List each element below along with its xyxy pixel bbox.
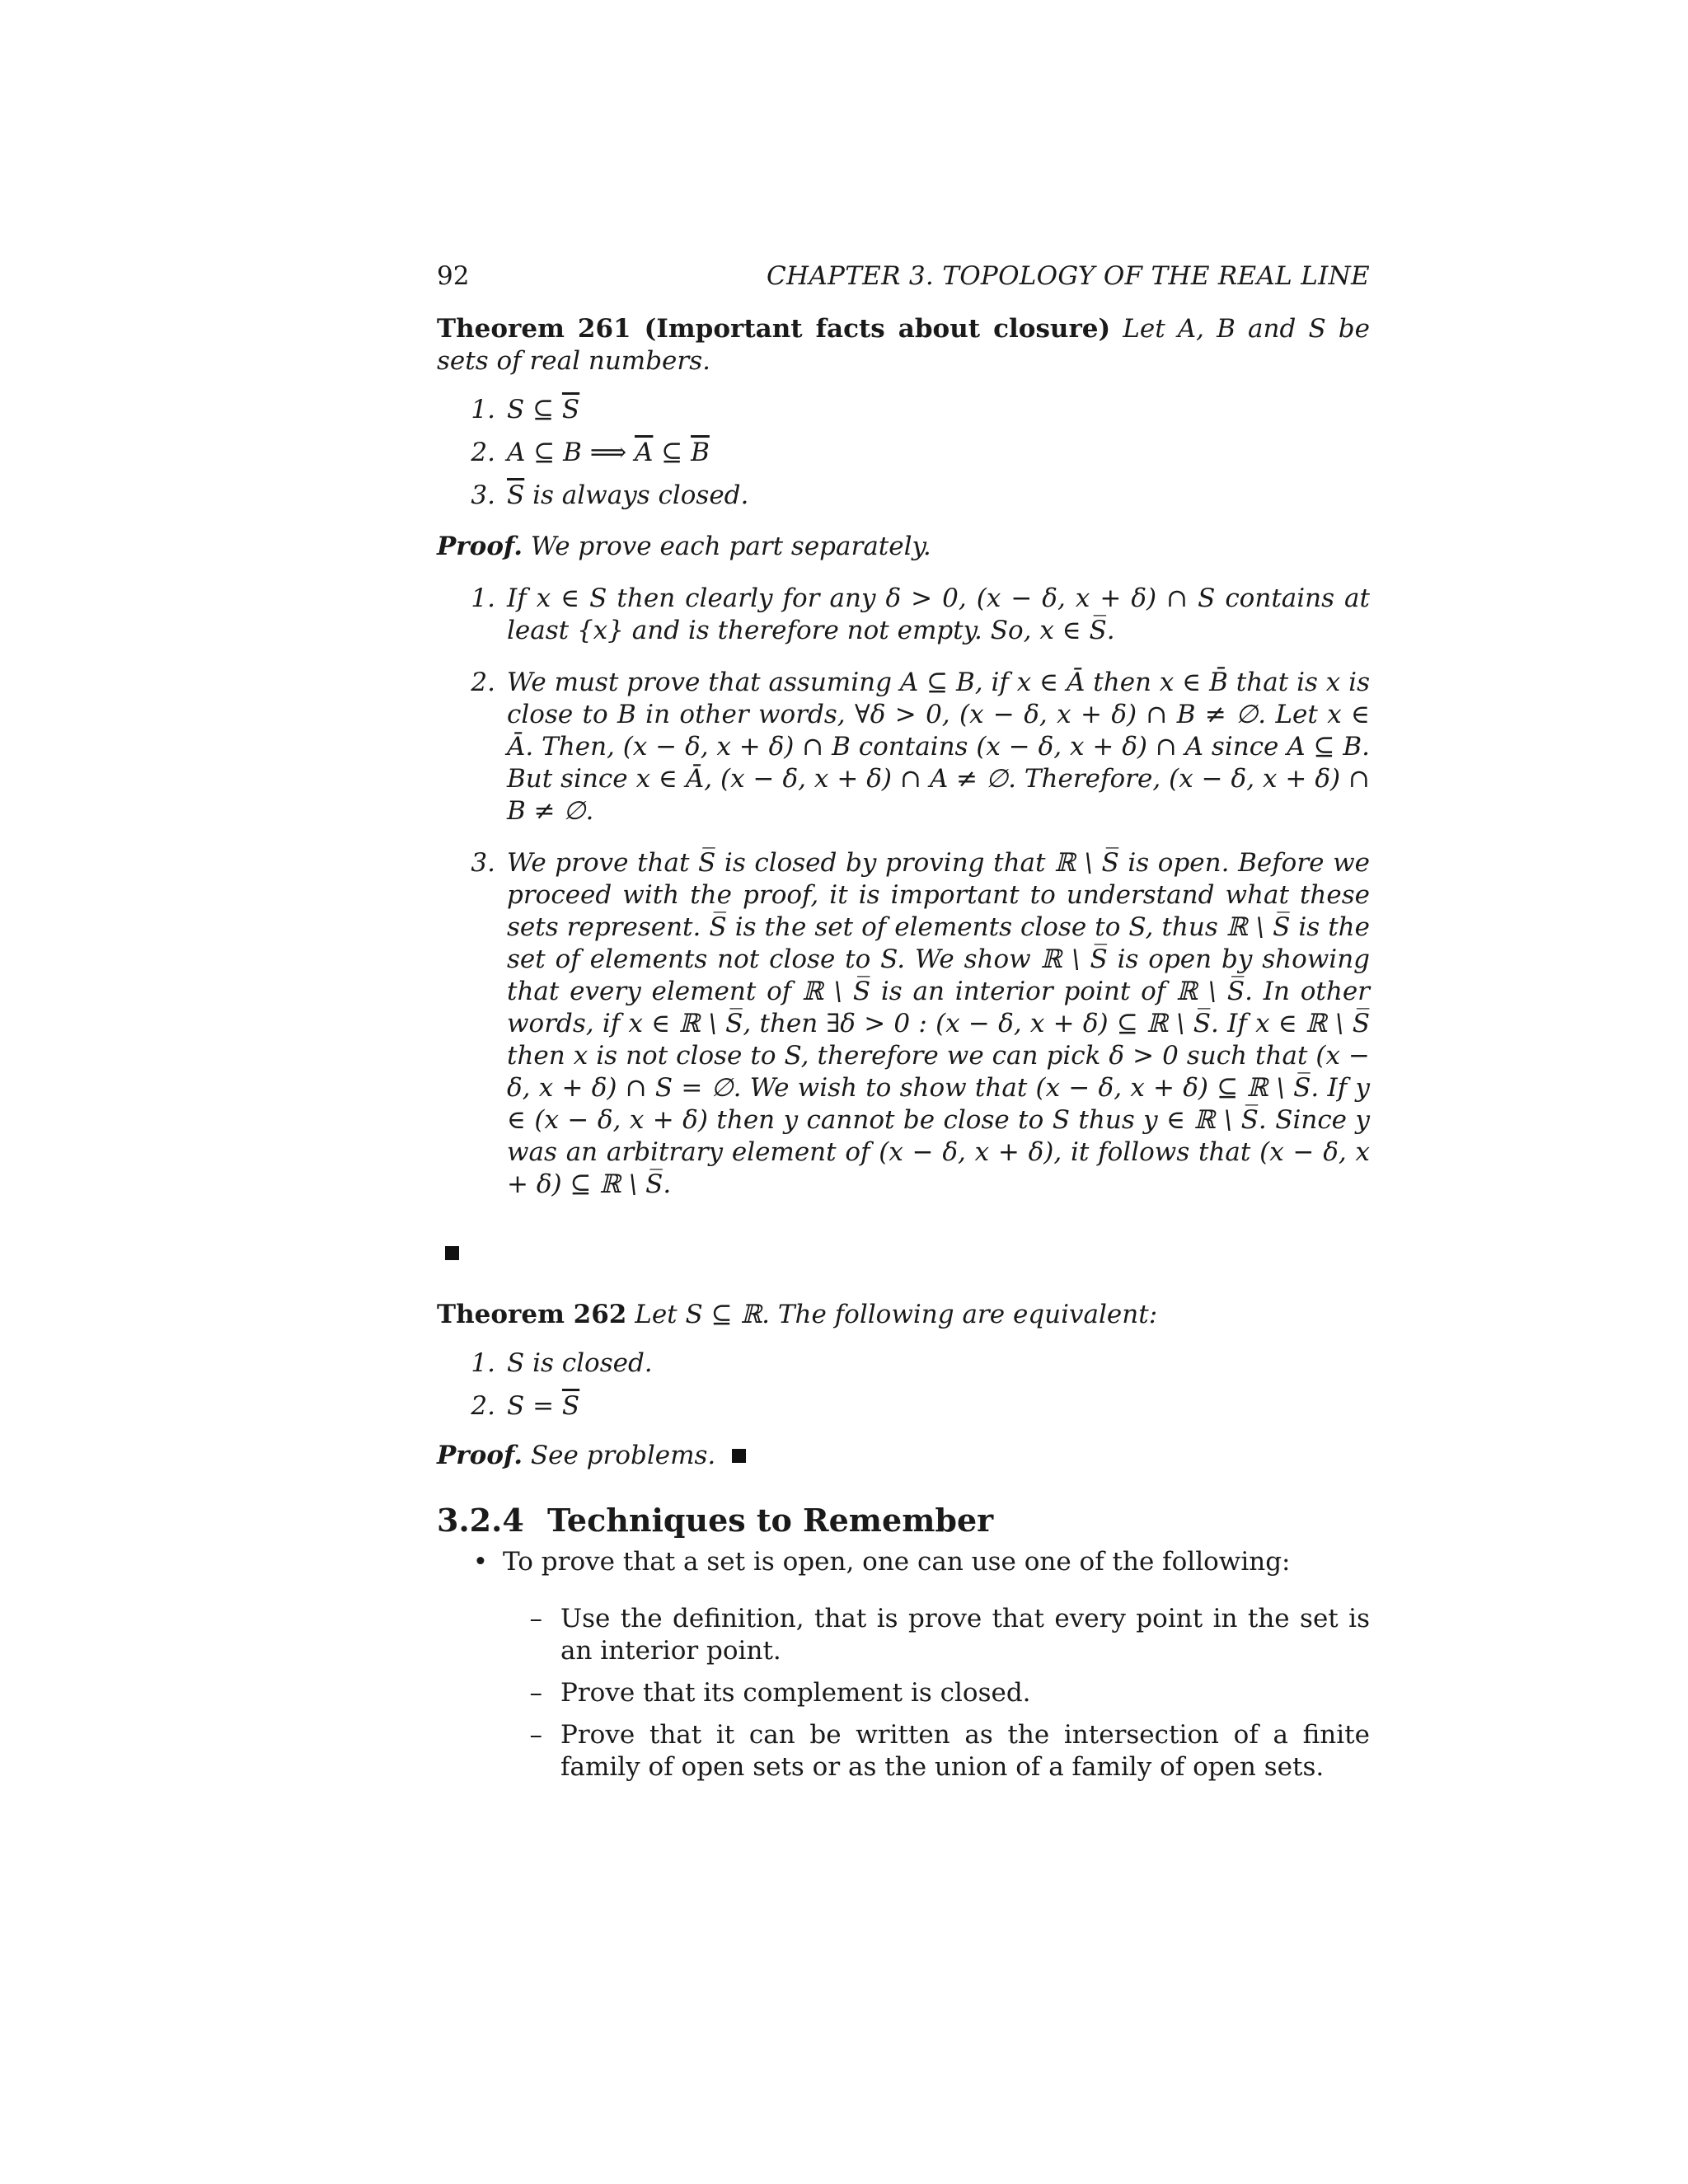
qed-square-icon (732, 1449, 746, 1463)
theorem-262-item-1: 1. S is closed. (471, 1348, 653, 1378)
section-title: Techniques to Remember (547, 1502, 994, 1539)
proof-261-qed (437, 1237, 1370, 1269)
bullet-icon: • (472, 1547, 488, 1577)
section-number: 3.2.4 (437, 1502, 524, 1539)
chapter-title: CHAPTER 3. TOPOLOGY OF THE REAL LINE (767, 261, 1370, 291)
section-heading (437, 1502, 1370, 1540)
proof-262: Proof. See problems. (437, 1440, 1370, 1472)
dash-icon: – (529, 1604, 542, 1633)
theorem-262-heading: Theorem 262 (437, 1300, 627, 1329)
qed-square-icon (445, 1246, 459, 1260)
theorem-261-intro: Let A, B and S be sets of real numbers. (437, 314, 1370, 376)
page-number: 92 (437, 261, 470, 291)
proof-261: Proof. We prove each part separately. (437, 532, 931, 561)
dash-icon: – (529, 1720, 542, 1750)
technique-option-2: – Prove that its complement is closed. (437, 1677, 1370, 1709)
technique-bullet: • To prove that a set is open, one can use one of the following: (437, 1546, 1370, 1578)
theorem-262: Theorem 262 Let S ⊆ ℝ. The following are equivalent: (437, 1300, 1158, 1329)
theorem-261-item-3: 3. $\overline{S}$ is always closed. (471, 480, 749, 510)
page (437, 260, 1370, 1783)
proof-261-part-2: 2. We must prove that assuming A ⊆ B, if x ∈ Ā then x ∈ B̄ that is x is close to B in other words, ∀δ > 0, (x − δ, x + δ) ∩ B ≠ ∅. Let x ∈ Ā. Then, (x − δ, x + δ) ∩ B contains (x − δ, x + δ) ∩ A since A ⊆ B. But since x ∈ Ā, (x − δ, x + δ) ∩ A ≠ ∅. Therefore, (x − δ, x + δ) ∩ B ≠ ∅. (471, 668, 1370, 826)
proof-label: Proof. (437, 1441, 523, 1470)
technique-option-3: – Prove that it can be written as the intersection of a finite family of open sets or as the union of a family of open sets. (437, 1719, 1370, 1783)
proof-261-part-3: 3. We prove that S̅ is closed by proving that ℝ \ S̅ is open. Before we proceed with the proof, it is important to understand what these sets represent. S̅ is the set of elements close to S, thus ℝ \ S̅ is the set of elements not close to S. We show ℝ \ S̅ is open by showing that every element of ℝ \ S̅ is an interior point of ℝ \ S̅. In other words, if x ∈ ℝ \ S̅, then ∃δ > 0 : (x − δ, x + δ) ⊆ ℝ \ S̅. If x ∈ ℝ \ S̅ then x is not close to S, therefore we can pick δ > 0 such that (x − δ, x + δ) ∩ S = ∅. We wish to show that (x − δ, x + δ) ⊆ ℝ \ S̅. If y ∈ (x − δ, x + δ) then y cannot be close to S thus y ∈ ℝ \ S̅. Since y was an arbitrary element of (x − δ, x + δ), it follows that (x − δ, x + δ) ⊆ ℝ \ S̅. (471, 848, 1370, 1199)
theorem-261 (437, 313, 1370, 377)
proof-label: Proof. (437, 532, 523, 561)
dash-icon: – (529, 1678, 542, 1708)
theorem-261-heading: Theorem 261 (Important facts about closure) (437, 314, 1111, 344)
running-header (437, 260, 1370, 297)
theorem-261-item-2: 2. A ⊆ B ⟹ $\overline{A}$ ⊆ $\overline{B}$ (471, 438, 710, 467)
technique-option-1: – Use the definition, that is prove that every point in the set is an interior point. (437, 1603, 1370, 1667)
theorem-261-item-1: 1. S ⊆ $\overline{S}$ (471, 395, 580, 424)
theorem-262-item-2: 2. $S = \overline{S}$ (471, 1391, 580, 1421)
proof-261-part-1: 1. If x ∈ S then clearly for any δ > 0, (x − δ, x + δ) ∩ S contains at least {x} and is therefore not empty. So, x ∈ S̅. (471, 583, 1370, 645)
